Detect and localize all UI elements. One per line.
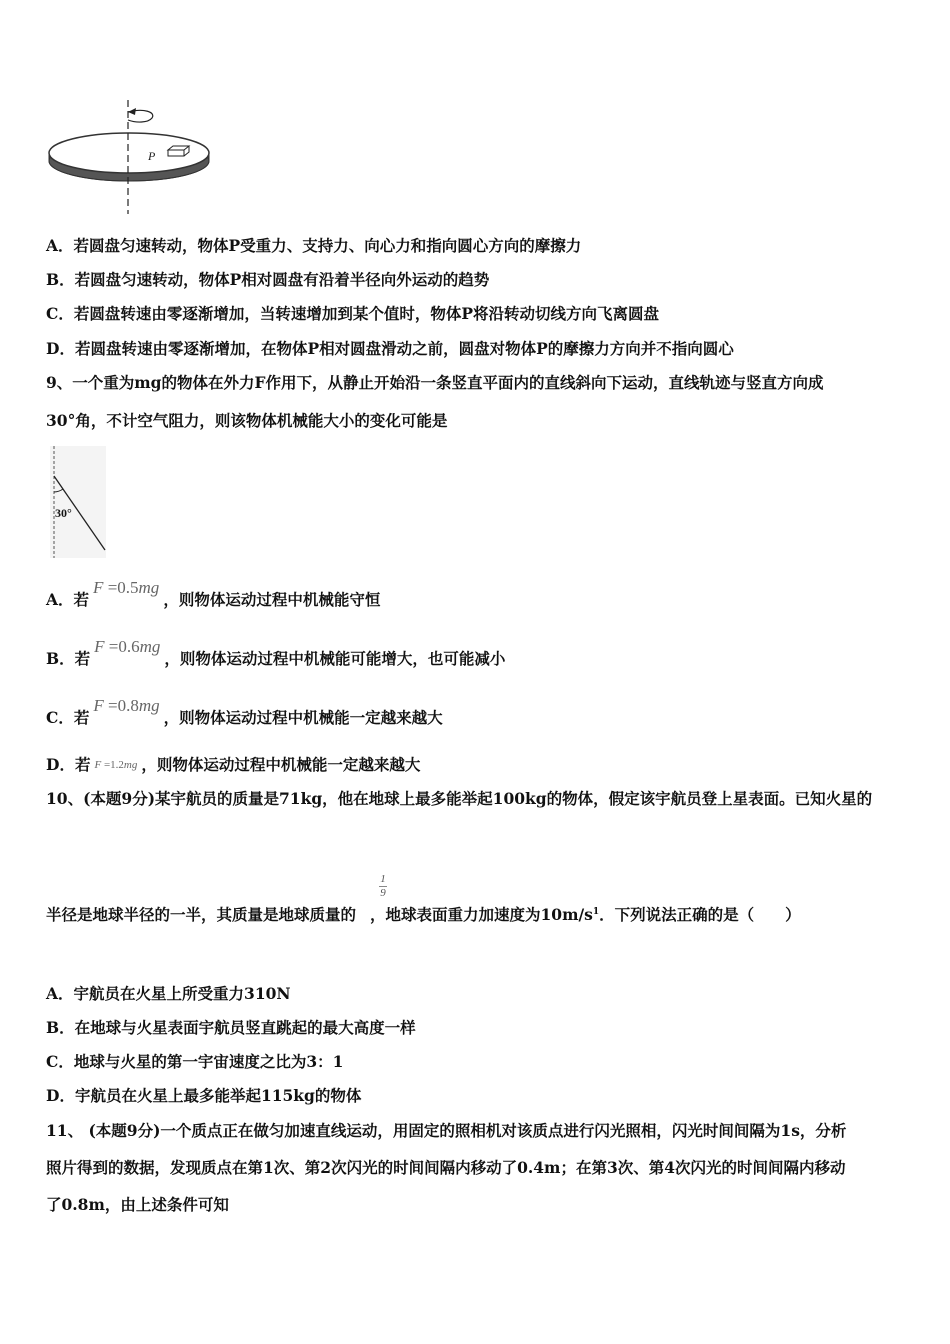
- q9-option-c: C．若F =0.8mg，则物体运动过程中机械能一定越来越大: [46, 696, 443, 727]
- q8-option-d: D．若圆盘转速由零逐渐增加，在物体P相对圆盘滑动之前，圆盘对物体P的摩擦力方向并不指向圆心: [46, 339, 734, 358]
- q8-option-c: C．若圆盘转速由零逐渐增加，当转速增加到某个值时，物体P将沿转动切线方向飞离圆盘: [46, 304, 660, 323]
- point-p-label: P: [148, 149, 156, 163]
- q10-option-b: B．在地球与火星表面宇航员竖直跳起的最大高度一样: [46, 1018, 416, 1037]
- q11-line3: 了0.8m，由上述条件可知: [46, 1195, 229, 1214]
- q10-option-c: C．地球与火星的第一宇宙速度之比为3：1: [46, 1052, 344, 1071]
- angle-label: 30°: [55, 506, 72, 520]
- rotating-disc-figure: [44, 98, 214, 216]
- formula-a: F =0.5mg: [93, 578, 160, 597]
- q10-option-d: D．宇航员在火星上最多能举起115kg的物体: [46, 1086, 362, 1105]
- formula-b: F =0.6mg: [94, 637, 161, 656]
- q10-stem-line2: 半径是地球半径的一半，其质量是地球质量的 ，地球表面重力加速度为$10m/s^1$．下列说法正确的是（ ）: [46, 905, 801, 925]
- angle-figure: [50, 446, 110, 560]
- fraction-denominator: 9: [380, 887, 386, 899]
- q9-option-b: B．若F =0.6mg，则物体运动过程中机械能可能增大，也可能减小: [46, 637, 506, 668]
- q8-option-b: B．若圆盘匀速转动，物体P相对圆盘有沿着半径向外运动的趋势: [46, 270, 490, 289]
- q11-line2: 照片得到的数据，发现质点在第1次、第2次闪光的时间间隔内移动了0.4m；在第3次、第4次闪光的时间间隔内移动: [46, 1158, 846, 1177]
- q9-option-a: A．若F =0.5mg，则物体运动过程中机械能守恒: [46, 578, 381, 609]
- q8-option-a: A．若圆盘匀速转动，物体P受重力、支持力、向心力和指向圆心方向的摩擦力: [46, 236, 582, 255]
- q9-option-d: D．若 F =1.2mg ，则物体运动过程中机械能一定越来越大: [46, 755, 421, 774]
- q11-line1: 11、 (本题9分)一个质点正在做匀加速直线运动，用固定的照相机对该质点进行闪光照相，闪光时间间隔为1s，分析: [46, 1121, 847, 1140]
- formula-c: F =0.8mg: [93, 696, 160, 715]
- formula-d: F =1.2mg: [94, 759, 138, 771]
- q10-option-a: A．宇航员在火星上所受重力310N: [46, 984, 291, 1003]
- fraction-numerator: 1: [380, 873, 386, 885]
- q9-stem-line2: 30°角，不计空气阻力，则该物体机械能大小的变化可能是: [46, 411, 448, 430]
- q10-stem-line1: 10、(本题9分)某宇航员的质量是71kg，他在地球上最多能举起100kg的物体，假定该宇航员登上星表面。已知火星的: [46, 789, 873, 808]
- q9-stem-line1: 9、一个重为mg的物体在外力F作用下，从静止开始沿一条竖直平面内的直线斜向下运动，直线轨迹与竖直方向成: [46, 373, 824, 392]
